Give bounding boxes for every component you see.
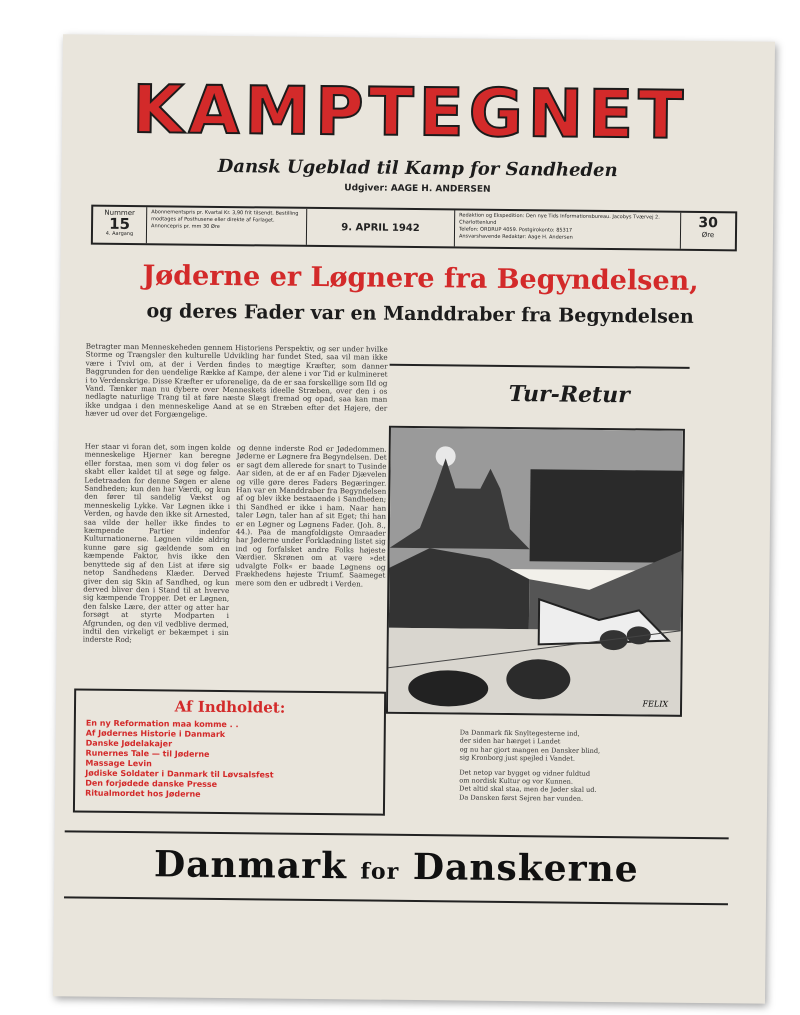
contents-item: En ny Reformation maa komme . . <box>85 718 239 730</box>
banner-word-1: Danmark <box>153 843 348 888</box>
contents-box <box>73 688 386 815</box>
poem-line: Da Danmark fik Snyltegesterne ind, <box>459 728 580 738</box>
poem-line: Det altid skal staa, men de Jøder skal ud. <box>459 784 597 795</box>
cartoon-illustration <box>386 426 685 717</box>
price-value: 30 <box>698 214 718 232</box>
newspaper-page <box>53 34 775 1003</box>
publisher-line: Udgiver: AAGE H. ANDERSEN <box>344 183 491 195</box>
banner-word-2: for <box>360 858 400 885</box>
editor-office: Redaktion og Ekspedition: Den nye Tids Informationsbureau. Jacobys Tværvej 2. Charlottenlund <box>459 212 660 226</box>
editor-name: Ansvarshavende Redaktør: Aage H. Andersen <box>458 233 573 241</box>
poem-line: sig Kronborg just spejled i Vandet. <box>459 753 576 763</box>
divider-rule <box>390 364 690 369</box>
poem-line: Da Dansken først Sejren har vunden. <box>459 793 584 803</box>
banner-word-3: Danskerne <box>412 846 639 891</box>
editor-phone: Telefon: ORDRUP 4059. Postgirokonto: 85317 <box>459 226 573 234</box>
subheadline: og deres Fader var en Manddraber fra Begyndelsen <box>146 300 694 328</box>
price-unit: Øre <box>701 230 715 240</box>
contents-item: Runernes Tale — til Jøderne <box>85 748 210 759</box>
cartoon-signature: FELIX <box>642 699 669 709</box>
price-box <box>681 213 735 250</box>
poem-line: og nu har gjort mangen en Dansker blind, <box>459 745 601 755</box>
cartoon-drawing <box>388 428 683 715</box>
masthead-subtitle: Dansk Ugeblad til Kamp for Sandheden <box>217 155 618 182</box>
issue-date: 9. APRIL 1942 <box>307 209 455 247</box>
cartoon-poem <box>459 728 680 804</box>
article-intro: Betragter man Menneskeheden gennem Historiens Perspektiv, og ser under hvilke Storme og Trængsler den kulturelle Udvikling har fundet Sted, saa vil man ikke være i Tvivl om, at der i Verden findes to mægtige Kræfter, som danner Baggrunden for den uendelige Række af Kampe, der alene i vor Tid er kulmineret i to Verdenskrige. Disse Kræfter er uforenelige, da de er saa forskellige som Ild og Vand. Tænker man nu dybere over Menneskets ideelle Stræben, over den i os nedlagte naturlige Trang til at føre næste Slægt fremad og opad, saa kan man ikke undgaa i den menneskelige Aand at se en Stræben efter det Højere, der hæver ud over det Forgængelige. <box>85 341 388 420</box>
headline: Jøderne er Løgnere fra Begyndelsen, <box>142 260 699 297</box>
contents-item: Ritualmordet hos Jøderne <box>85 788 201 799</box>
poem-line: der siden har hærget i Landet <box>459 736 561 746</box>
poem-line: Det netop var bygget og vidner fuldtud <box>459 768 591 778</box>
contents-title: Af Indholdet: <box>174 697 286 717</box>
contents-item: Af Jødernes Historie i Danmark <box>85 728 226 740</box>
editor-info <box>455 210 681 248</box>
bottom-banner <box>66 842 726 891</box>
contents-item: Den forjødede danske Presse <box>85 778 218 789</box>
info-bar <box>91 205 737 252</box>
issue-year: 4. Aargang <box>105 230 134 238</box>
issue-number: 15 <box>109 214 131 234</box>
subscription-info: Abonnementspris pr. Kvartal Kr. 3,90 frit tilsendt. Bestilling modtages af Posthusene eller direkte af Forlaget. Annoncepris pr. mm 30 Øre <box>147 207 307 245</box>
article-column-b: og denne inderste Rod er Jødedommen. Jøderne er Løgnere fra Begyndelsen. Det er sagt dem allerede for snart to Tusinde Aar siden, at de er af en Fader Djævelen og ville gøre deres Faders Begæringer. Han var en Manddraber fra Begyndelsen af og blev ikke bestaaende i Sandheden; thi Sandhed er ikke i ham. Naar han taler Løgn, taler han af sit Eget; thi han er en Løgner og Løgnens Fader. (Joh. 8., 44.). Paa de mangfoldigste Omraader har Jøderne under Forklædning listet sig ind og forfalsket andre Folks højeste Værdier. Skrønen om at være »det udvalgte Folk« er baade Løgnens og Frækhedens højeste Triumf. Saameget mere som den er udbredt i Verden. <box>235 443 387 588</box>
issue-box <box>93 207 147 244</box>
article-column-a: Her staar vi foran det, som ingen kolde menneskelige Hjerner kan beregne eller forstaa, men som vi dog føler os skabt eller kaldet til at søge og følge. Ledetraaden for denne Søgen er alene Sandheden; kun den har Værdi, og kun den fører til sandelig Vækst og menneskelig Lykke. Var Løgnen ikke i Verden, og havde den ikke sit Arnested, saa vilde der heller ikke findes to kæmpende Partier indenfor Kulturnationerne. Løgnen vilde aldrig kunne gøre sig gældende som en kæmpende Faktor, hvis ikke den benyttede sig af den List at iføre sig netop Sandhedens Klæder. Derved giver den sig Skin af Sandhed, og kun derved bliver den i Stand til at hverve sig kæmpende Tropper. Det er Løgnen, den falske Lære, der atter og atter har forsøgt at styrte Modparten i Afgrunden, og den vil vedblive dermed, indtil den virkeligt er bekæmpet i sin inderste Rod; <box>82 441 231 645</box>
cartoon-title: Tur-Retur <box>508 380 630 409</box>
contents-item: Massage Levin <box>85 758 152 769</box>
contents-item: Jødiske Soldater i Danmark til Løvsalsfest <box>85 768 274 780</box>
banner-rule-bottom <box>64 896 728 905</box>
contents-item: Danske Jødelakajer <box>85 738 173 749</box>
poem-line: om nordisk Kultur og vor Kunnen. <box>459 776 574 786</box>
masthead-title: KAMPTEGNET <box>131 71 689 154</box>
issue-label: Nummer <box>104 208 135 218</box>
banner-rule-top <box>65 830 729 839</box>
